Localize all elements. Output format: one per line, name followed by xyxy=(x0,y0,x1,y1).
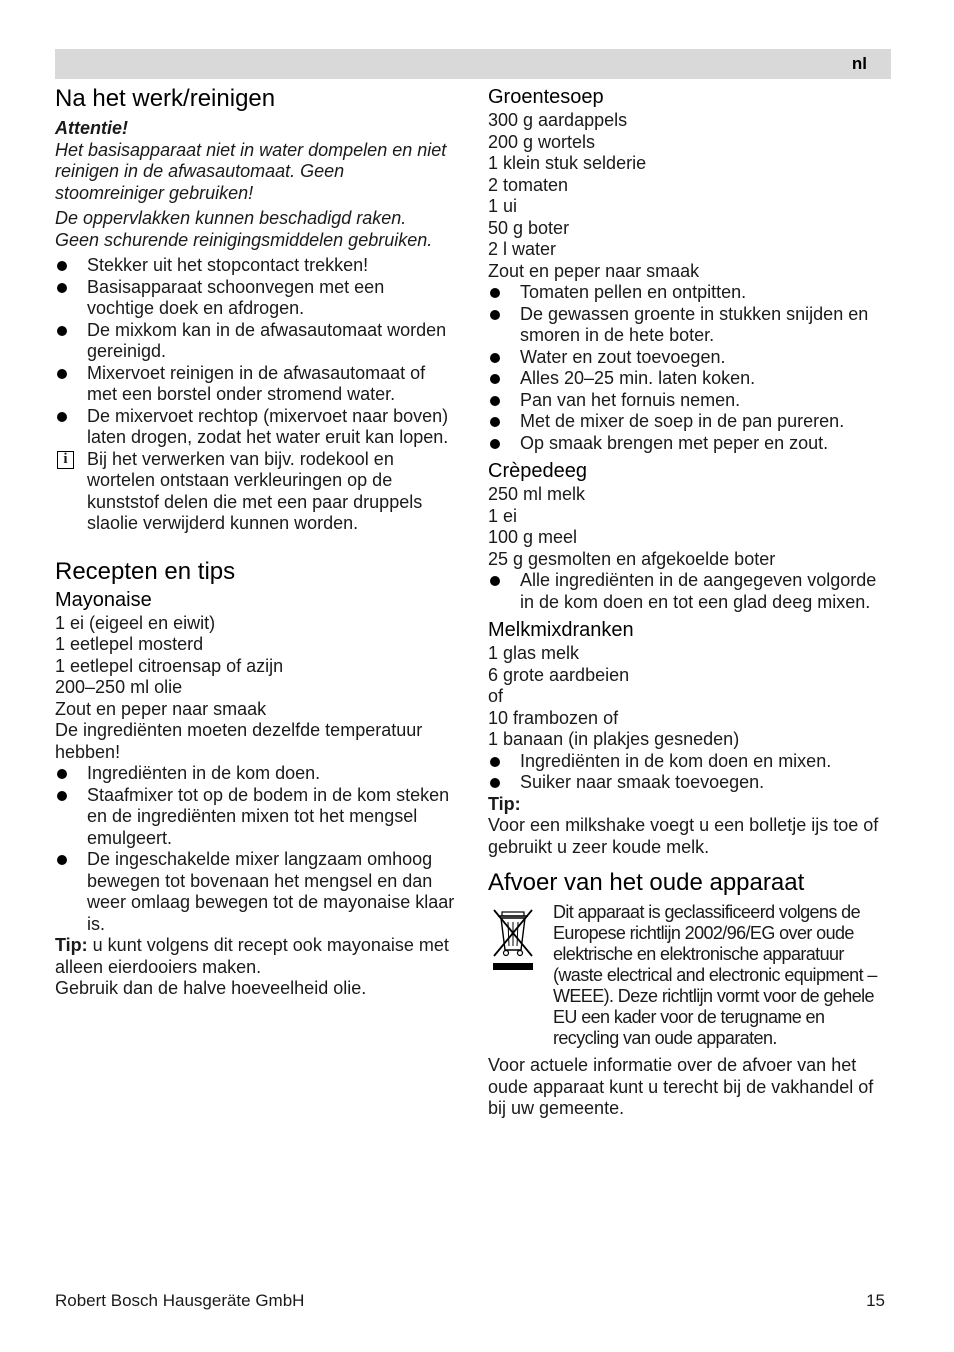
cleaning-steps-list xyxy=(55,255,455,449)
language-code: nl xyxy=(851,54,867,73)
list-item: Basisapparaat schoonvegen met een vochtige doek en afdrogen. xyxy=(55,277,455,320)
left-column xyxy=(55,84,455,1000)
ingredient-line: 1 eetlepel citroensap of azijn xyxy=(55,655,284,676)
milk-steps-list xyxy=(488,751,891,794)
header-bar xyxy=(55,49,891,79)
tip-label: Tip: xyxy=(55,935,88,955)
recipe-title-milkshake: Melkmixdranken xyxy=(488,619,634,641)
ingredient-line: 50 g boter xyxy=(488,217,570,238)
weee-block xyxy=(488,902,891,1049)
attention-label: Attentie! xyxy=(55,118,128,138)
milk-tip-text: Voor een milkshake voegt u een bolletje ijs toe of gebruikt u zeer koude melk. xyxy=(488,815,879,857)
ingredient-line: 6 grote aardbeien xyxy=(488,664,630,685)
ingredient-line: 1 banaan (in plakjes gesneden) xyxy=(488,729,740,749)
list-item: Tomaten pellen en ontpitten. xyxy=(488,282,891,304)
section-title-disposal: Afvoer van het oude apparaat xyxy=(488,869,805,896)
ingredient-line: Zout en peper naar smaak xyxy=(55,698,267,719)
warning-text: De oppervlakken kunnen beschadigd raken. Geen schurende reinigingsmiddelen gebruiken. xyxy=(55,208,433,250)
footer-company: Robert Bosch Hausgeräte GmbH xyxy=(55,1291,305,1310)
ingredient-line: 1 eetlepel mosterd xyxy=(55,634,204,654)
ingredient-line: 1 ui xyxy=(488,196,518,216)
recipe-title-crepe: Crèpedeeg xyxy=(488,460,587,482)
section-title-cleaning: Na het werk/reinigen xyxy=(55,85,276,112)
ingredient-line: 300 g aardappels xyxy=(488,110,628,130)
list-item: De mixervoet rechtop (mixervoet naar boven) laten drogen, zodat het water eruit kan lopen. xyxy=(55,406,455,449)
mayo-note: De ingrediënten moeten dezelfde temperatuur hebben! xyxy=(55,720,423,762)
ingredient-line: 1 glas melk xyxy=(488,643,580,663)
list-item: Water en zout toevoegen. xyxy=(488,347,891,369)
ingredient-line: 1 klein stuk selderie xyxy=(488,153,647,173)
section-title-recipes: Recepten en tips xyxy=(55,557,236,585)
list-item: Staafmixer tot op de bodem in de kom steken en de ingrediënten mixen tot het mengsel emulgeert. xyxy=(55,785,455,850)
ingredient-line: 2 tomaten xyxy=(488,174,569,195)
mayo-steps-list xyxy=(55,763,455,935)
list-item: Met de mixer de soep in de pan pureren. xyxy=(488,411,891,433)
right-column xyxy=(488,84,891,1120)
list-item: Alle ingrediënten in de aangegeven volgorde in de kom doen en tot een glad deeg mixen. xyxy=(488,570,891,613)
ingredient-line: 100 g meel xyxy=(488,527,578,547)
soup-steps-list xyxy=(488,282,891,454)
page-number: 15 xyxy=(866,1291,885,1310)
info-icon: i xyxy=(57,451,74,469)
ingredient-line: 250 ml melk xyxy=(488,484,586,504)
list-item: Mixervoet reinigen in de afwasautomaat of met een borstel onder stromend water. xyxy=(55,363,455,406)
ingredient-line: of xyxy=(488,686,504,706)
list-item: De mixkom kan in de afwasautomaat worden gereinigd. xyxy=(55,320,455,363)
ingredient-line: 1 ei (eigeel en eiwit) xyxy=(55,612,216,633)
tip-text: u kunt volgens dit recept ook mayonaise met alleen eierdooiers maken. xyxy=(55,935,449,977)
recipe-title-soup: Groentesoep xyxy=(488,86,604,108)
mayo-tip xyxy=(55,935,455,978)
list-item: De ingeschakelde mixer langzaam omhoog bewegen tot bovenaan het mengsel en dan weer omlaag bewegen tot de mayonaise klaar is. xyxy=(55,849,455,935)
ingredient-line: 2 l water xyxy=(488,239,557,259)
list-item: Alles 20–25 min. laten koken. xyxy=(488,368,891,390)
disposal-info: Voor actuele informatie over de afvoer van het oude apparaat kunt u terecht bij de vakhandel of bij uw gemeente. xyxy=(488,1055,874,1118)
list-item: Pan van het fornuis nemen. xyxy=(488,390,891,412)
ingredient-line: 10 frambozen of xyxy=(488,707,619,728)
ingredient-line: 200–250 ml olie xyxy=(55,677,183,697)
list-item: Suiker naar smaak toevoegen. xyxy=(488,772,891,794)
warning-text: Het basisapparaat niet in water dompelen en niet reinigen in de afwasautomaat. Geen stoomreiniger gebruiken! xyxy=(55,139,447,203)
crossed-bin-icon xyxy=(490,906,536,972)
crepe-steps-list xyxy=(488,570,891,613)
info-note xyxy=(55,449,455,535)
tip-label: Tip: xyxy=(488,793,521,814)
ingredient-line: 25 g gesmolten en afgekoelde boter xyxy=(488,548,776,569)
ingredient-line: 200 g wortels xyxy=(488,131,596,152)
mayo-tip-2: Gebruik dan de halve hoeveelheid olie. xyxy=(55,978,367,998)
list-item: Stekker uit het stopcontact trekken! xyxy=(55,255,455,277)
list-item: Ingrediënten in de kom doen. xyxy=(55,763,455,785)
list-item: Op smaak brengen met peper en zout. xyxy=(488,433,891,455)
weee-text: Dit apparaat is geclassificeerd volgens de Europese richtlijn 2002/96/EG over oude elektrische en elektronische apparatuur (waste electrical and electronic equipment – WEEE). Deze richtlijn vormt voor de gehele EU een kader voor de terugname en recycling van oude apparaten. xyxy=(553,902,877,1048)
ingredient-line: Zout en peper naar smaak xyxy=(488,260,700,281)
info-note-text: Bij het verwerken van bijv. rodekool en wortelen ontstaan verkleuringen op de kunststof delen die met een paar druppels slaolie verwijderd kunnen worden. xyxy=(87,448,423,533)
list-item: De gewassen groente in stukken snijden en smoren in de hete boter. xyxy=(488,304,891,347)
ingredient-line: 1 ei xyxy=(488,505,518,526)
recipe-title-mayonaise: Mayonaise xyxy=(55,588,152,611)
list-item: Ingrediënten in de kom doen en mixen. xyxy=(488,751,891,773)
